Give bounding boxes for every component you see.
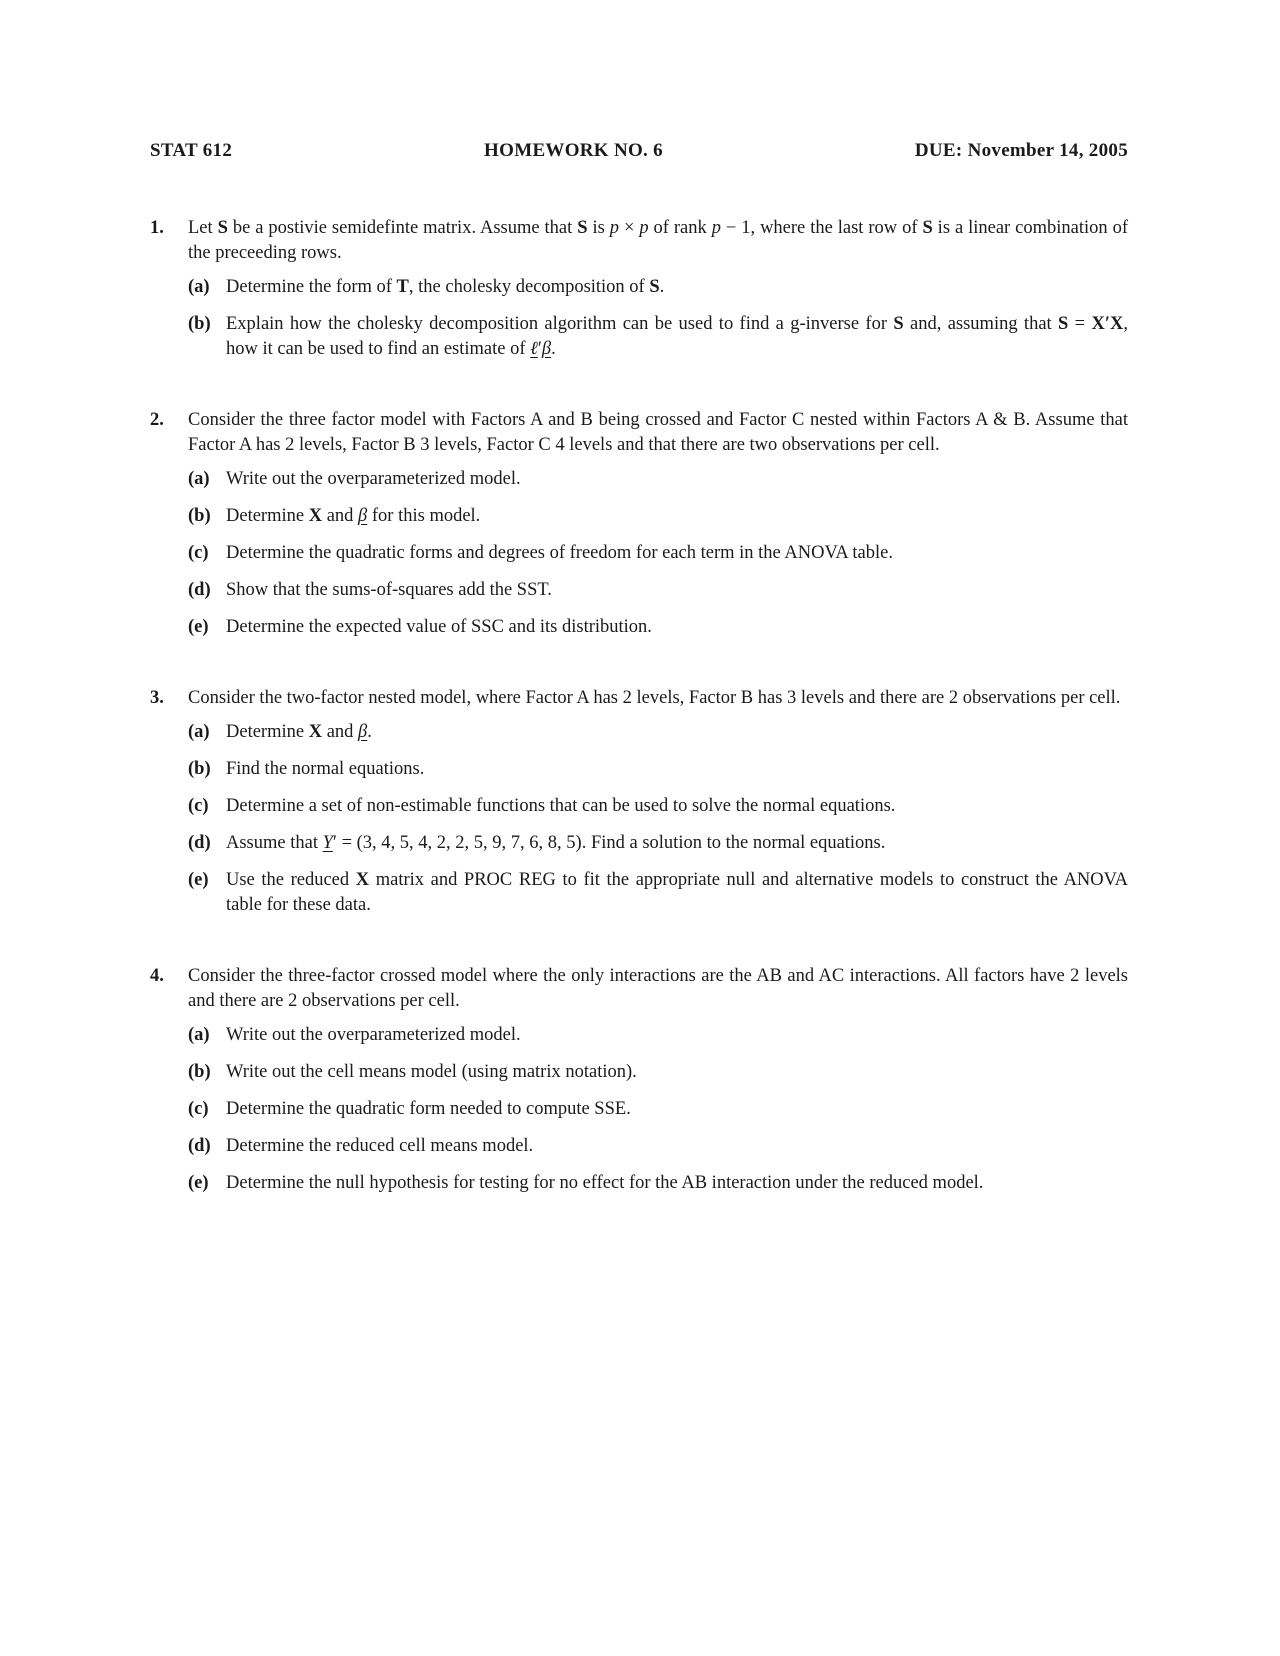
math-symbol: S: [1058, 314, 1069, 334]
text-run: and: [322, 722, 359, 742]
problem-list: [150, 216, 1128, 1208]
part-text: [226, 868, 1128, 918]
part-item: [188, 467, 1128, 492]
math-symbol: β: [358, 506, 368, 526]
math-symbol: p: [639, 218, 649, 238]
text-run: Determine the expected value of SSC and its distribution.: [226, 617, 652, 637]
part-text: [226, 720, 1128, 745]
part-item: [188, 757, 1128, 782]
text-run: Let: [188, 218, 218, 238]
text-run: Find the normal equations.: [226, 759, 425, 779]
text-run: Show that the sums-of-squares add the SST.: [226, 580, 552, 600]
part-label: (b): [188, 314, 211, 334]
text-run: =: [1068, 314, 1092, 334]
problem-statement: [188, 964, 1128, 1014]
text-run: Determine the quadratic forms and degrees of freedom for each term in the ANOVA table.: [226, 543, 893, 563]
text-run: Write out the overparameterized model.: [226, 1025, 521, 1045]
part-label: (a): [188, 277, 210, 297]
part-label: (c): [188, 1099, 209, 1119]
text-run: Consider the three factor model with Factors A and B being crossed and Factor C nested within Factors A & B. Assume that Factor A has 2 levels, Factor B 3 levels, Factor C 4 levels and that there are two observations per cell.: [188, 410, 1128, 455]
part-text: [226, 615, 1128, 640]
problem-3: [150, 686, 1128, 930]
part-text: [226, 1097, 1128, 1122]
math-symbol: p: [711, 218, 721, 238]
math-symbol: p: [609, 218, 619, 238]
text-run: Determine the form of: [226, 277, 397, 297]
problem-statement: [188, 686, 1128, 711]
problem-number: 3.: [150, 688, 164, 708]
part-item: [188, 868, 1128, 918]
math-symbol: X: [308, 506, 323, 526]
homework-page: [150, 140, 1128, 1242]
part-text: [226, 275, 1128, 300]
part-item: [188, 615, 1128, 640]
part-text: [226, 467, 1128, 492]
math-symbol: S: [893, 314, 904, 334]
part-label: (d): [188, 833, 211, 853]
problem-body: [188, 408, 1128, 652]
problem-parts: [188, 720, 1128, 918]
part-text: [226, 831, 1128, 856]
course-code: STAT 612: [150, 140, 233, 161]
text-run: ×: [619, 218, 640, 238]
math-symbol: ℓ: [530, 339, 538, 359]
text-run: , how it can be used to find an estimate of: [226, 314, 1129, 359]
problem-number: 4.: [150, 966, 164, 986]
page-header: [150, 140, 1128, 162]
part-text: [226, 757, 1128, 782]
text-run: Determine a set of non-estimable functions that can be used to solve the normal equations.: [226, 796, 896, 816]
part-text: [226, 312, 1128, 362]
part-label: (c): [188, 543, 209, 563]
due-date: DUE: November 14, 2005: [914, 140, 1128, 161]
problem-body: [188, 216, 1128, 374]
part-text: [226, 1060, 1128, 1085]
text-run: Write out the cell means model (using matrix notation).: [226, 1062, 637, 1082]
part-item: [188, 720, 1128, 745]
part-text: [226, 1171, 1128, 1196]
part-text: [226, 1023, 1128, 1048]
text-run: Determine: [226, 722, 309, 742]
part-text: [226, 504, 1128, 529]
part-label: (b): [188, 1062, 211, 1082]
problem-number: 1.: [150, 218, 164, 238]
text-run: − 1, where the last row of: [720, 218, 923, 238]
part-item: [188, 1134, 1128, 1159]
part-label: (d): [188, 1136, 211, 1156]
text-run: Determine the null hypothesis for testing for no effect for the AB interaction under the reduced model.: [226, 1173, 984, 1193]
text-run: Determine the reduced cell means model.: [226, 1136, 534, 1156]
text-run: and, assuming that: [903, 314, 1059, 334]
math-symbol: S: [217, 218, 228, 238]
part-label: (a): [188, 469, 210, 489]
part-label: (e): [188, 617, 209, 637]
math-symbol: X: [308, 722, 323, 742]
problem-1: [150, 216, 1128, 374]
math-symbol: S: [922, 218, 933, 238]
problem-statement: [188, 216, 1128, 266]
text-run: of rank: [648, 218, 712, 238]
math-symbol: Y: [322, 833, 333, 853]
assignment-title: HOMEWORK NO. 6: [484, 140, 663, 161]
text-run: Determine: [226, 506, 309, 526]
part-item: [188, 1023, 1128, 1048]
part-item: [188, 541, 1128, 566]
text-run: Determine the quadratic form needed to compute SSE.: [226, 1099, 631, 1119]
text-run: Explain how the cholesky decomposition algorithm can be used to find a g-inverse for: [226, 314, 894, 334]
text-run: is: [587, 218, 610, 238]
text-run: and: [322, 506, 359, 526]
part-item: [188, 794, 1128, 819]
problem-body: [188, 686, 1128, 930]
part-label: (c): [188, 796, 209, 816]
part-label: (a): [188, 722, 210, 742]
part-label: (e): [188, 1173, 209, 1193]
part-item: [188, 1097, 1128, 1122]
text-run: Write out the overparameterized model.: [226, 469, 521, 489]
text-run: , the cholesky decomposition of: [408, 277, 650, 297]
text-run: Consider the three-factor crossed model where the only interactions are the AB and AC interactions. All factors have 2 levels and there are 2 observations per cell.: [188, 966, 1128, 1011]
text-run: .: [551, 339, 556, 359]
part-item: [188, 578, 1128, 603]
text-run: matrix and PROC REG to fit the appropriate null and alternative models to construct the ANOVA table for these data.: [226, 870, 1128, 915]
part-label: (d): [188, 580, 211, 600]
problem-2: [150, 408, 1128, 652]
text-run: Use the reduced: [226, 870, 356, 890]
problem-parts: [188, 1023, 1128, 1196]
part-label: (b): [188, 506, 211, 526]
math-symbol: X: [355, 870, 370, 890]
part-label: (b): [188, 759, 211, 779]
text-run: for this model.: [367, 506, 481, 526]
problem-body: [188, 964, 1128, 1208]
part-item: [188, 504, 1128, 529]
problem-parts: [188, 275, 1128, 362]
math-symbol: S: [577, 218, 588, 238]
part-item: [188, 831, 1128, 856]
text-run: ′: [537, 339, 542, 359]
part-text: [226, 541, 1128, 566]
text-run: be a postivie semidefinte matrix. Assume that: [227, 218, 578, 238]
math-symbol: T: [396, 277, 409, 297]
problem-statement: [188, 408, 1128, 458]
text-run: Assume that: [226, 833, 323, 853]
problem-parts: [188, 467, 1128, 640]
problem-number: 2.: [150, 410, 164, 430]
problem-4: [150, 964, 1128, 1208]
part-text: [226, 1134, 1128, 1159]
text-run: .: [367, 722, 372, 742]
part-item: [188, 275, 1128, 300]
part-item: [188, 1171, 1128, 1196]
text-run: is a linear combination of the preceeding rows.: [188, 218, 1128, 263]
part-label: (e): [188, 870, 209, 890]
part-item: [188, 312, 1128, 362]
part-item: [188, 1060, 1128, 1085]
text-run: Consider the two-factor nested model, where Factor A has 2 levels, Factor B has 3 levels and there are 2 observations per cell.: [188, 688, 1121, 708]
math-symbol: S: [649, 277, 660, 297]
math-symbol: X′X: [1091, 314, 1124, 334]
part-text: [226, 578, 1128, 603]
text-run: .: [659, 277, 665, 297]
part-text: [226, 794, 1128, 819]
part-label: (a): [188, 1025, 210, 1045]
text-run: ′ = (3, 4, 5, 4, 2, 2, 5, 9, 7, 6, 8, 5). Find a solution to the normal equations.: [332, 833, 886, 853]
math-symbol: β: [358, 722, 368, 742]
math-symbol: β: [541, 339, 552, 359]
